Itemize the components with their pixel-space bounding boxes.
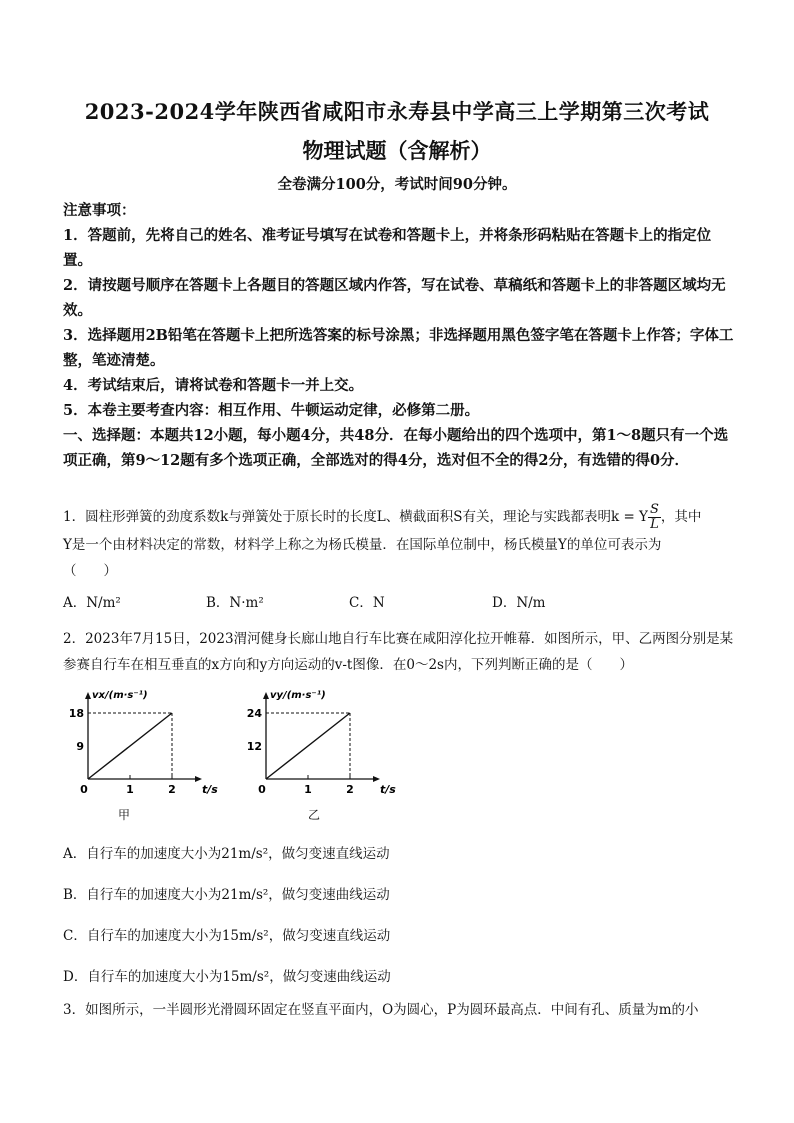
graph-yi bbox=[240, 684, 396, 806]
x-axis-arrow bbox=[195, 776, 202, 782]
note-item: 1．答题前，先将自己的姓名、准考证号填写在试卷和答题卡上，并将条形码粘贴在答题卡上的指定位置。 bbox=[63, 227, 712, 269]
x-tick-label: 1 bbox=[304, 783, 312, 796]
notes-heading: 注意事项： bbox=[63, 202, 136, 219]
x-tick-label: 2 bbox=[168, 783, 176, 796]
note-item: 5．本卷主要考查内容：相互作用、牛顿运动定律，必修第二册。 bbox=[63, 402, 480, 419]
y-tick-label: 18 bbox=[68, 707, 84, 720]
exam-info: 全卷满分100分，考试时间90分钟。 bbox=[277, 176, 517, 193]
y-tick-label: 9 bbox=[76, 740, 84, 753]
y-tick-label: 24 bbox=[246, 707, 262, 720]
question-3 bbox=[63, 997, 735, 1023]
series-line bbox=[266, 713, 350, 779]
option-d[interactable]: D．N/m bbox=[492, 595, 546, 611]
q2-option-d[interactable]: D．自行车的加速度大小为15m/s²，做匀变速曲线运动 bbox=[63, 969, 391, 985]
q2-option-c[interactable]: C．自行车的加速度大小为15m/s²，做匀变速直线运动 bbox=[63, 928, 391, 944]
exam-title: 2023-2024学年陕西省咸阳市永寿县中学高三上学期第三次考试 bbox=[84, 99, 710, 124]
x-axis-label: t/s bbox=[202, 783, 218, 796]
vt-graph-x bbox=[62, 684, 218, 802]
answer-blank: （ ） bbox=[63, 563, 117, 579]
vt-graph-y bbox=[240, 684, 396, 802]
y-axis-label: vy/(m·s⁻¹) bbox=[270, 690, 326, 701]
q2-option-a[interactable]: A．自行车的加速度大小为21m/s²，做匀变速直线运动 bbox=[63, 846, 390, 862]
x-axis-label: t/s bbox=[380, 783, 396, 796]
graph-jia bbox=[62, 684, 218, 806]
graph-caption-jia: 甲 bbox=[118, 808, 131, 822]
series-line bbox=[88, 713, 172, 779]
option-b[interactable]: B．N·m² bbox=[206, 595, 264, 611]
question-2-text: 2．2023年7月15日，2023渭河健身长廊山地自行车比赛在咸阳淳化拉开帷幕．如图所示，甲、乙两图分别是某参赛自行车在相互垂直的x方向和y方向运动的v-t图像．在0～2s内，下列判断正确的是（ ） bbox=[63, 631, 734, 673]
x-tick-label: 0 bbox=[80, 783, 88, 796]
question-3-text: 3．如图所示，一半圆形光滑圆环固定在竖直平面内，O为圆心，P为圆环最高点．中间有孔、质量为m的小 bbox=[63, 1002, 699, 1018]
fraction bbox=[648, 503, 661, 532]
question-1 bbox=[63, 503, 735, 616]
x-axis-arrow bbox=[373, 776, 380, 782]
exam-subtitle: 物理试题（含解析） bbox=[302, 138, 492, 163]
question-1-text-a: 1．圆柱形弹簧的劲度系数k与弹簧处于原长时的长度L、横截面积S有关，理论与实践都表明k = Y bbox=[63, 509, 648, 525]
question-1-line2: Y是一个由材料决定的常数，材料学上称之为杨氏模量．在国际单位制中，杨氏模量Y的单位可表示为 bbox=[63, 537, 662, 553]
question-1-options bbox=[63, 590, 735, 616]
x-tick-label: 1 bbox=[126, 783, 134, 796]
fraction-denominator: L bbox=[650, 517, 659, 532]
y-axis-arrow bbox=[263, 692, 269, 699]
question-1-line1 bbox=[63, 503, 735, 532]
y-axis-arrow bbox=[85, 692, 91, 699]
note-item: 2．请按题号顺序在答题卡上各题目的答题区域内作答，写在试卷、草稿纸和答题卡上的非答题区域均无效。 bbox=[63, 277, 726, 319]
section-instructions: 一、选择题：本题共12小题，每小题4分，共48分．在每小题给出的四个选项中，第1～8题只有一个选项正确，第9～12题有多个选项正确，全部选对的得4分，选对但不全的得2分，有选错的得0分． bbox=[63, 427, 729, 469]
y-axis-label: vx/(m·s⁻¹) bbox=[92, 690, 148, 701]
notes-section bbox=[63, 198, 735, 473]
option-c[interactable]: C．N bbox=[349, 595, 385, 611]
note-item: 4．考试结束后，请将试卷和答题卡一并上交。 bbox=[63, 377, 364, 394]
fraction-numerator: S bbox=[649, 502, 659, 517]
graph-caption-yi: 乙 bbox=[308, 808, 321, 822]
q2-option-b[interactable]: B．自行车的加速度大小为21m/s²，做匀变速曲线运动 bbox=[63, 887, 390, 903]
x-tick-label: 2 bbox=[346, 783, 354, 796]
question-1-text-b: ，其中 bbox=[660, 509, 702, 525]
question-2 bbox=[63, 626, 735, 678]
note-item: 3．选择题用2B铅笔在答题卡上把所选答案的标号涂黑；非选择题用黑色签字笔在答题卡上作答；字体工整，笔迹清楚。 bbox=[63, 327, 734, 369]
option-a[interactable]: A．N/m² bbox=[63, 595, 121, 611]
x-tick-label: 0 bbox=[258, 783, 266, 796]
y-tick-label: 12 bbox=[246, 740, 262, 753]
